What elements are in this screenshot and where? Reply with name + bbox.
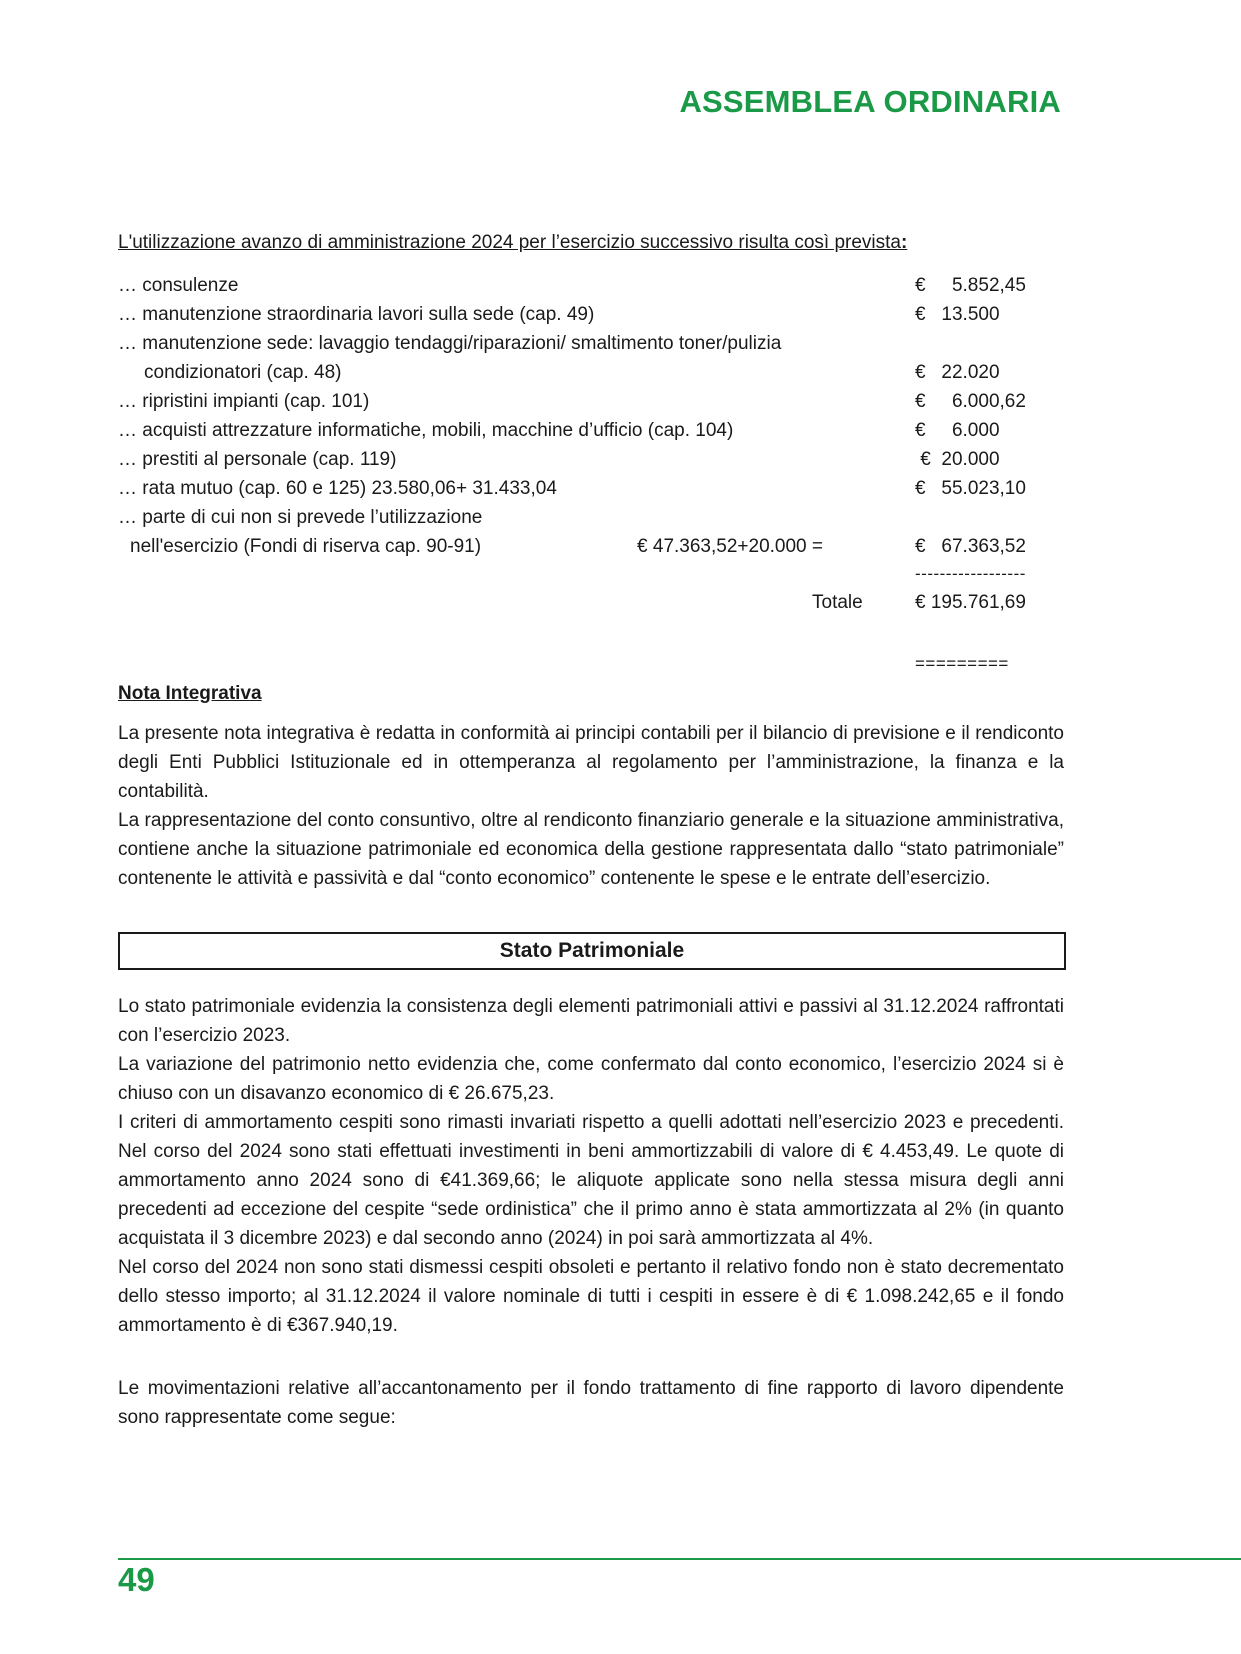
- intro-line: [118, 232, 907, 254]
- expense-label: … prestiti al personale (cap. 119): [118, 449, 397, 470]
- expense-row: [118, 532, 1038, 561]
- nota-paragraph: La presente nota integrativa è redatta in conformità ai principi contabili per il bilancio di previsione e il rendiconto degli Enti Pubblici Istituzionale ed in ottemperanza al regolamento per l’amministrazione, la finanza e la contabilità.: [118, 723, 1064, 802]
- expense-amount: € 55.023,10: [915, 478, 1026, 499]
- total-double-separator: =========: [915, 654, 1009, 673]
- stato-paragraph: Nel corso del 2024 non sono stati dismessi cespiti obsoleti e pertanto il relativo fondo non è stato decrementato dello stesso importo; al 31.12.2024 il valore nominale di tutti i cespiti in essere è di € 1.098.242,65 e il fondo ammortamento è di €367.940,19.: [118, 1257, 1064, 1336]
- expense-label: … manutenzione sede: lavaggio tendaggi/riparazioni/ smaltimento toner/pulizia: [118, 333, 782, 354]
- expense-row: [118, 416, 1038, 445]
- expense-label: … consulenze: [118, 275, 239, 296]
- intro-text: L'utilizzazione avanzo di amministrazione 2024 per l’esercizio successivo risulta così prevista: [118, 232, 901, 253]
- expense-amount: € 6.000: [915, 420, 1000, 441]
- expense-label: nell'esercizio (Fondi di riserva cap. 90-91): [130, 536, 482, 557]
- expense-amount: € 6.000,62: [915, 391, 1026, 412]
- expense-label: … manutenzione straordinaria lavori sulla sede (cap. 49): [118, 304, 595, 325]
- expense-amount: € 20.000: [915, 449, 1000, 470]
- subtotal-separator: ------------------: [915, 564, 1026, 583]
- intro-colon: :: [900, 232, 908, 253]
- expense-row: [118, 358, 1038, 387]
- footer-rule: [118, 1558, 1241, 1560]
- expense-label: … rata mutuo (cap. 60 e 125) 23.580,06+ 31.433,04: [118, 478, 557, 499]
- stato-paragraph: Lo stato patrimoniale evidenzia la consistenza degli elementi patrimoniali attivi e passivi al 31.12.2024 raffrontati con l’esercizio 2023.: [118, 996, 1064, 1046]
- stato-patrimoniale-title: Stato Patrimoniale: [118, 932, 1066, 970]
- stato-paragraph: La variazione del patrimonio netto evidenzia che, come confermato dal conto economico, l’esercizio 2024 si è chiuso con un disavanzo economico di € 26.675,23.: [118, 1054, 1064, 1104]
- expense-row: [118, 387, 1038, 416]
- expense-row: [118, 329, 1038, 358]
- expense-label: … ripristini impianti (cap. 101): [118, 391, 370, 412]
- expense-row: [118, 474, 1038, 503]
- page-header-title: ASSEMBLEA ORDINARIA: [679, 84, 1061, 119]
- page-number: 49: [118, 1561, 155, 1598]
- expense-amount: € 13.500: [915, 304, 1000, 325]
- expense-calculation: € 47.363,52+20.000 =: [637, 536, 823, 557]
- expense-amount: € 22.020: [915, 362, 1000, 383]
- total-amount: € 195.761,69: [915, 592, 1026, 613]
- stato-paragraph: Le movimentazioni relative all’accantonamento per il fondo trattamento di fine rapporto di lavoro dipendente sono rappresentate come segue:: [118, 1378, 1064, 1428]
- expense-row: [118, 445, 1038, 474]
- stato-paragraph: I criteri di ammortamento cespiti sono rimasti invariati rispetto a quelli adottati nell’esercizio 2023 e precedenti. Nel corso del 2024 sono stati effettuati investimenti in beni ammortizzabili di valore di € 4.453,49. Le quote di ammortamento anno 2024 sono di €41.369,66; le aliquote applicate sono nella stessa misura degli anni precedenti ad eccezione del cespite “sede ordinistica” che il primo anno è stata ammortizzata al 2% (in quanto acquistata il 3 dicembre 2023) e dal secondo anno (2024) in poi sarà ammortizzata al 4%.: [118, 1112, 1064, 1249]
- expense-label: … acquisti attrezzature informatiche, mobili, macchine d’ufficio (cap. 104): [118, 420, 734, 441]
- expense-row: [118, 300, 1038, 329]
- total-label: Totale: [812, 592, 863, 613]
- nota-integrativa-heading: Nota Integrativa: [118, 683, 262, 704]
- nota-paragraph: La rappresentazione del conto consuntivo, oltre al rendiconto finanziario generale e la situazione amministrativa, contiene anche la situazione patrimoniale ed economica della gestione rappresentata dallo “stato patrimoniale” contenente le attività e passività e dal “conto economico” contenente le spese e le entrate dell’esercizio.: [118, 810, 1064, 889]
- expense-row: [118, 503, 1038, 532]
- expense-label: … parte di cui non si prevede l’utilizzazione: [118, 507, 483, 528]
- expense-amount: € 67.363,52: [915, 536, 1026, 557]
- expense-amount: € 5.852,45: [915, 275, 1026, 296]
- expense-row: [118, 271, 1038, 300]
- expense-label: condizionatori (cap. 48): [144, 362, 342, 383]
